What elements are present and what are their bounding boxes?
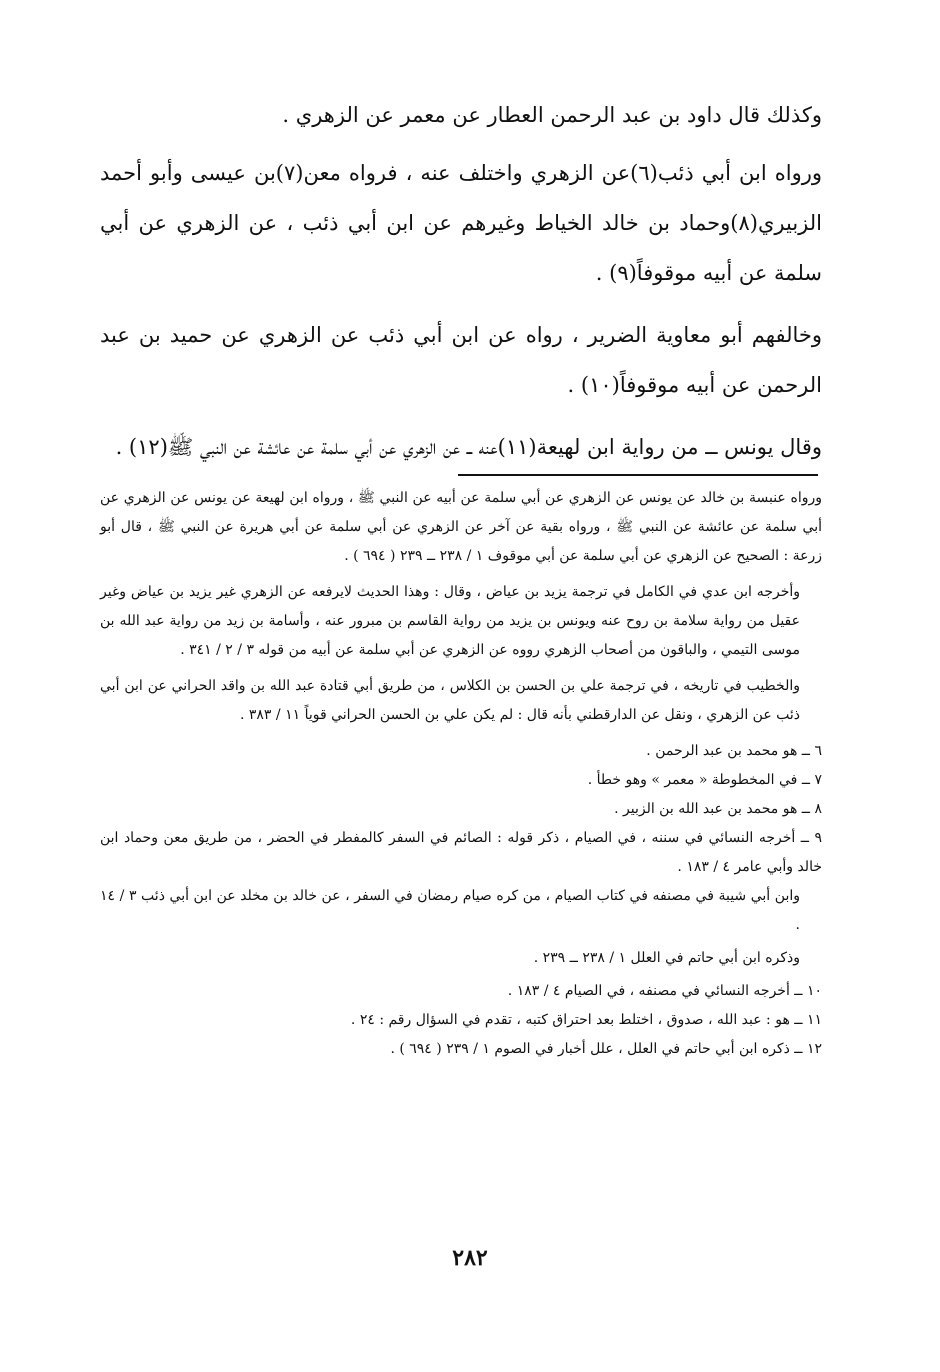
footnote-11: ١١ ــ هو : عبد الله ، صدوق ، اختلط بعد احتراق كتبه ، تقدم في السؤال رقم : ٢٤ . bbox=[350, 1012, 822, 1028]
footnote-12: ١٢ ــ ذكره ابن أبي حاتم في العلل ، علل أخبار في الصوم ١ / ٢٣٩ ( ٦٩٤ ) . bbox=[390, 1041, 822, 1057]
footnote-8: ٨ ــ هو محمد بن عبد الله بن الزبير . bbox=[614, 801, 822, 817]
paragraph-4: وقال يونس ــ من رواية ابن لهيعة(١١)عنه ــ عن الزهري عن أبي سلمة عن عائشة عن النبي ﷺ(١٢) . bbox=[115, 435, 822, 459]
footnote-separator bbox=[458, 474, 818, 476]
footnote-10: ١٠ ــ أخرجه النسائي في مصنفه ، في الصيام ٤ / ١٨٣ . bbox=[507, 983, 822, 999]
footnote-6: ٦ ــ هو محمد بن عبد الرحمن . bbox=[646, 743, 822, 759]
footnote-continuation: ورواه عنبسة بن خالد عن يونس عن الزهري عن أبي سلمة عن أبيه عن النبي ﷺ ، ورواه ابن لهيعة عن يونس عن الزهري عن أبي سلمة عن عائشة عن النبي ﷺ ، ورواه بقية عن آخر عن الزهري عن أبي سلمة عن أبي هريرة عن النبي ﷺ ، قال أبو زرعة : الصحيح عن الزهري عن أبي سلمة عن أبي موقوف ١ / ٢٣٨ ــ ٢٣٩ ( ٦٩٤ ) . bbox=[100, 490, 822, 564]
page-number: ٢٨٢ bbox=[452, 1245, 488, 1271]
footnote-continuation: وأخرجه ابن عدي في الكامل في ترجمة يزيد بن عياض ، وقال : وهذا الحديث لايرفعه عن الزهري غير يزيد بن عياض وغير عقيل من رواية سلامة بن روح عنه ويونس بن يزيد من رواية القاسم بن مبرور عنه ، وأسامة بن زيد من رواية عبد الله بن موسى التيمي ، والباقون من أصحاب الزهري رووه عن الزهري عن أبي سلمة عن أبيه من قوله ٣ / ٢ / ٣٤١ . bbox=[100, 584, 800, 658]
footnote-9: ٩ ــ أخرجه النسائي في سننه ، في الصيام ، ذكر قوله : الصائم في السفر كالمفطر في الحضر ، من طريق معن وحماد ابن خالد وأبي عامر ٤ / ١٨٣ . bbox=[100, 830, 822, 875]
paragraph-3: وخالفهم أبو معاوية الضرير ، رواه عن ابن أبي ذئب عن الزهري عن حميد بن عبد الرحمن عن أبيه موقوفاً(١٠) . bbox=[100, 323, 822, 397]
footnote-9-continued: وذكره ابن أبي حاتم في العلل ١ / ٢٣٨ ــ ٢٣٩ . bbox=[533, 950, 800, 966]
paragraph-1: وكذلك قال داود بن عبد الرحمن العطار عن معمر عن الزهري . bbox=[282, 103, 822, 127]
paragraph-2: ورواه ابن أبي ذئب(٦)عن الزهري واختلف عنه ، فرواه معن(٧)بن عيسى وأبو أحمد الزبيري(٨)وحماد بن خالد الخياط وغيرهم عن ابن أبي ذئب ، عن الزهري عن أبي سلمة عن أبيه موقوفاً(٩) . bbox=[100, 161, 822, 285]
footnotes bbox=[100, 484, 822, 1064]
footnote-9-continued: وابن أبي شيبة في مصنفه في كتاب الصيام ، من كره صيام رمضان في السفر ، عن خالد بن مخلد عن ابن أبي ذئب ٣ / ١٤ . bbox=[100, 888, 800, 933]
main-text bbox=[100, 90, 822, 472]
footnote-7: ٧ ــ في المخطوطة « معمر » وهو خطأ . bbox=[587, 772, 822, 788]
footnote-continuation: والخطيب في تاريخه ، في ترجمة علي بن الحسن بن الكلاس ، من طريق أبي قتادة عبد الله بن واقد الحراني عن ابن أبي ذئب عن الزهري ، ونقل عن الدارقطني بأنه قال : لم يكن علي بن الحسن الحراني قوياً ١١ / ٣٨٣ . bbox=[100, 678, 800, 723]
